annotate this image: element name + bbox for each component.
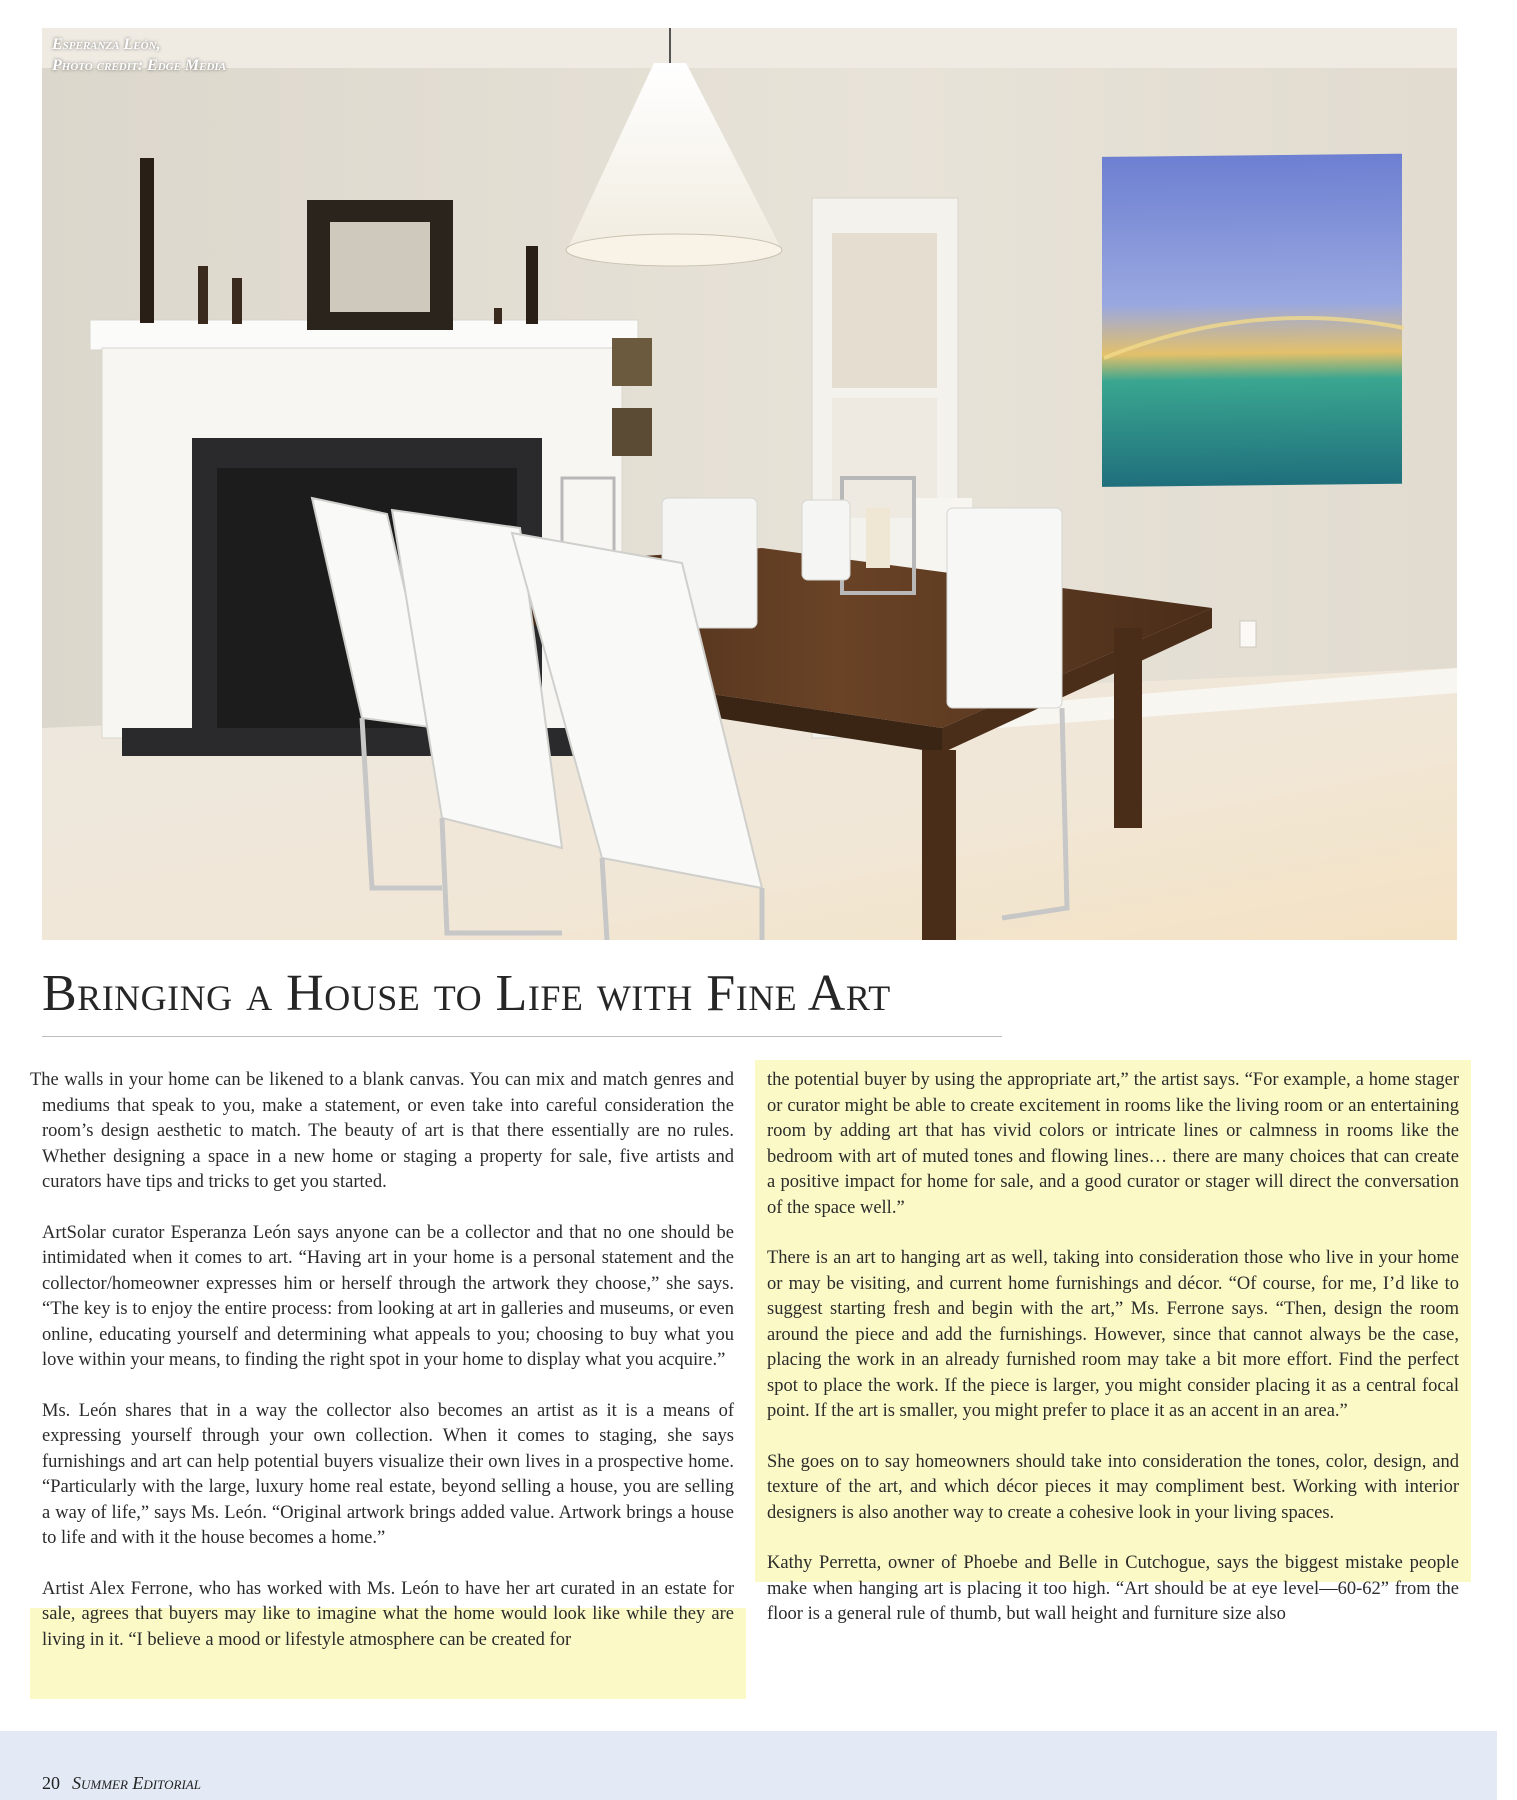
dining-room-photo — [42, 28, 1457, 940]
paragraph: She goes on to say homeowners should take into consideration the tones, color, design, and texture of the art, and which décor pieces it may compliment best. Working with interior designers is also another way to create a cohesive look in your living spaces. — [767, 1451, 1459, 1523]
page-number: 20 — [42, 1773, 60, 1793]
title-divider — [42, 1036, 1002, 1037]
section-name: Summer Editorial — [72, 1773, 201, 1793]
paragraph: ArtSolar curator Esperanza León says anyone can be a collector and that no one should be intimidated when it comes to art. “Having art in your home is a personal statement and the collector/homeowner expresses him or herself through the artwork they choose,” she says. “The key is to enjoy the entire process: from looking at art in galleries and museums, or even online, educating yourself and determining what appeals to you; choosing to buy what you love within your means, to finding the right spot in your home to display what you acquire.” — [42, 1222, 734, 1370]
page-footer — [0, 1731, 1497, 1800]
paragraph: Ms. León shares that in a way the collector also becomes an artist as it is a means of expressing yourself through your own collection. When it comes to staging, she says furnishings and art can help potential buyers visualize their own lives in a prospective home. “Particularly with the large, luxury home real estate, beyond selling a house, you are selling a way of life,” says Ms. León. “Original artwork brings added value. Artwork brings a house to life and with it the house becomes a home.” — [42, 1400, 734, 1548]
paragraph: the potential buyer by using the appropriate art,” the artist says. “For example, a home stager or curator might be able to create excitement in rooms like the living room or an entertaining room by adding art that has vivid colors or intricate lines or calmness in rooms like the bedroom with art of muted tones and flowing lines… there are many choices that can create a positive impact for home for sale, and a good curator or stager will direct the conversation of the space well.” — [767, 1070, 1459, 1218]
article-column-left — [30, 1068, 734, 1678]
article-title: Bringing a House to Life with Fine Art — [42, 965, 891, 1022]
dining-room-illustration — [42, 28, 1457, 940]
article-column-right — [767, 1068, 1459, 1653]
credit-photographer: Photo credit: Edge Media — [52, 57, 227, 74]
paragraph: The walls in your home can be likened to a blank canvas. You can mix and match genres and mediums that speak to you, make a statement, or even take into careful consideration the room’s design aesthetic to match. The beauty of art is that there essentially are no rules. Whether designing a space in a new home or staging a property for sale, five artists and curators have tips and tricks to get you started. — [30, 1070, 734, 1192]
photo-credit — [52, 34, 226, 76]
paragraph: Artist Alex Ferrone, who has worked with Ms. León to have her art curated in an estate for sale, agrees that buyers may like to imagine what the home would look like while they are living in it. “I believe a mood or lifestyle atmosphere can be created for — [42, 1578, 734, 1650]
credit-artist: Esperanza León, — [52, 36, 161, 53]
paragraph: Kathy Perretta, owner of Phoebe and Belle in Cutchogue, says the biggest mistake people make when hanging art is placing it too high. “Art should be at eye level—60-62” from the floor is a general rule of thumb, but wall height and furniture size also — [767, 1553, 1459, 1624]
paragraph: There is an art to hanging art as well, taking into consideration those who live in your home or may be visiting, and current home furnishings and décor. “Of course, for me, I’d like to suggest starting fresh and begin with the art,” Ms. Ferrone says. “Then, design the room around the piece and add the furnishings. However, since that cannot always be the case, placing the work in an already furnished room may take a bit more effort. Find the perfect spot to place the work. If the piece is larger, you might consider placing it as a central focal point. If the art is smaller, you might prefer to place it as an accent in an area.” — [767, 1248, 1459, 1421]
